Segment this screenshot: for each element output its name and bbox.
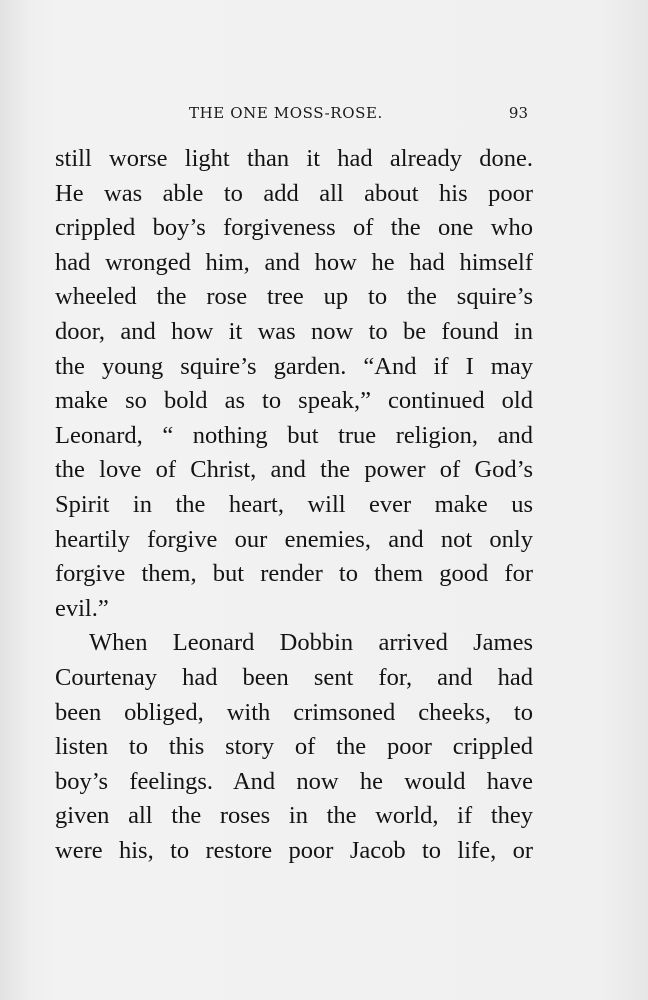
paragraph-end-line: evil.” xyxy=(55,594,109,622)
text-line: crippled boy’s forgiveness of the one who xyxy=(55,214,533,242)
body-text xyxy=(55,142,533,868)
text-line: make so bold as to speak,” continued old xyxy=(55,387,533,415)
text-line: Courtenay had been sent for, and had xyxy=(55,663,533,691)
text-line: He was able to add all about his poor xyxy=(55,179,533,207)
text-line: forgive them, but render to them good for xyxy=(55,560,533,588)
text-line: still worse light than it had already done. xyxy=(55,145,533,172)
text-line: boy’s feelings. And now he would have xyxy=(55,767,533,795)
chapter-title: THE ONE MOSS-ROSE. xyxy=(189,104,383,122)
paragraph-start-line: When Leonard Dobbin arrived James xyxy=(89,629,533,657)
text-line: were his, to restore poor Jacob to life, or xyxy=(55,836,533,864)
text-line: the young squire’s garden. “And if I may xyxy=(55,352,533,380)
text-line: the love of Christ, and the power of God’s xyxy=(55,456,533,484)
text-line: wheeled the rose tree up to the squire’s xyxy=(55,283,533,311)
running-header xyxy=(54,104,530,126)
text-line: Spirit in the heart, will ever make us xyxy=(55,490,533,518)
text-line: door, and how it was now to be found in xyxy=(55,317,533,345)
text-line: Leonard, “ nothing but true religion, and xyxy=(55,421,533,449)
text-line: had wronged him, and how he had himself xyxy=(55,248,533,276)
text-line: listen to this story of the poor crippled xyxy=(55,733,533,761)
text-line: given all the roses in the world, if they xyxy=(55,802,533,830)
page-number: 93 xyxy=(508,104,528,122)
text-line: heartily forgive our enemies, and not only xyxy=(55,525,533,553)
text-line: been obliged, with crimsoned cheeks, to xyxy=(55,698,533,726)
